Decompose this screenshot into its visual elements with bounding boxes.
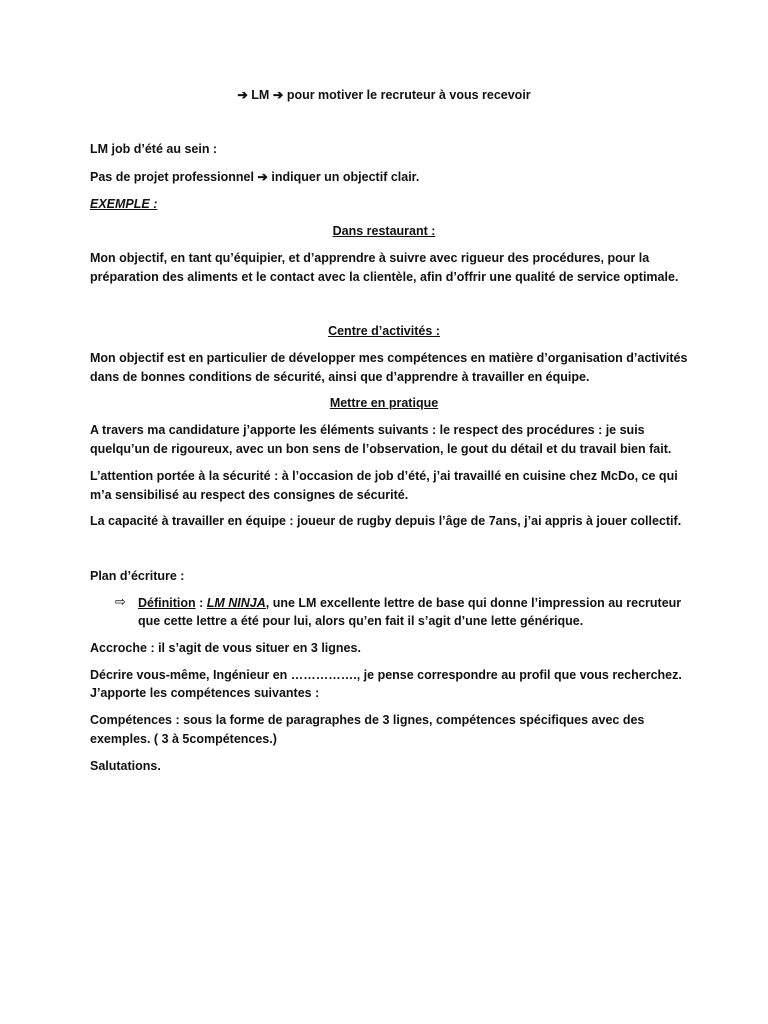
intro-line-2-pre: Pas de projet professionnel xyxy=(90,170,254,184)
restaurant-line-2: préparation des aliments et le contact avec la clientèle, afin d’offrir une qualité de service optimale. xyxy=(90,270,679,284)
pratique-p2-line-2: m’a sensibilisé au respect des consignes de sécurité. xyxy=(90,488,409,502)
definition-line-1 xyxy=(138,594,681,612)
pratique-p1-line-2: quelqu’un de rigoureux, avec un bon sens de l’observation, le gout du détail et du travail bien fait. xyxy=(90,442,672,456)
restaurant-line-1: Mon objectif, en tant qu’équipier, et d’apprendre à suivre avec rigueur des procédures, pour la xyxy=(90,251,650,265)
definition-separator: : xyxy=(195,596,207,610)
activites-heading: Centre d’activités : xyxy=(328,324,440,338)
pratique-p1-line-1: A travers ma candidature j’apporte les éléments suivants : le respect des procédures : je suis xyxy=(90,423,645,437)
definition-rest: , une LM excellente lettre de base qui donne l’impression au recruteur xyxy=(265,596,682,610)
salutations: Salutations. xyxy=(90,759,161,773)
pratique-p3: La capacité à travailler en équipe : joueur de rugby depuis l’âge de 7ans, j’ai appris à jouer collectif. xyxy=(90,514,682,528)
intro-line-2 xyxy=(90,168,419,186)
competences-line-2: exemples. ( 3 à 5compétences.) xyxy=(90,732,277,746)
pratique-heading: Mettre en pratique xyxy=(329,396,439,410)
plan-heading: Plan d’écriture : xyxy=(90,569,185,583)
intro-line-1: LM job d’été au sein : xyxy=(90,142,218,156)
title-text: pour motiver le recruteur à vous recevoir xyxy=(286,88,531,102)
activites-line-2: dans de bonnes conditions de sécurité, ainsi que d’apprendre à travailler en équipe. xyxy=(90,370,590,384)
arrow-right-icon: ➔ xyxy=(257,170,268,184)
definition-label: Définition xyxy=(138,596,196,610)
pratique-p2-line-1: L’attention portée à la sécurité : à l’occasion de job d’été, j’ai travaillé en cuisine chez McDo, ce qui xyxy=(90,469,678,483)
intro-line-2-post: indiquer un objectif clair. xyxy=(271,170,420,184)
definition-name: LM NINJA xyxy=(206,596,266,610)
activites-line-1: Mon objectif est en particulier de développer mes compétences en matière d’organisation d’activités xyxy=(90,351,688,365)
competences-line-1: Compétences : sous la forme de paragraphes de 3 lignes, compétences spécifiques avec des xyxy=(90,713,645,727)
decrire-line-1: Décrire vous-même, Ingénieur en ……………., je pense correspondre au profil que vous recherchez. xyxy=(90,668,682,682)
accroche: Accroche : il s’agit de vous situer en 3 lignes. xyxy=(90,641,361,655)
definition-line-2: que cette lettre a été pour lui, alors qu’en fait il s’agit d’une lette générique. xyxy=(138,614,584,628)
example-label: EXEMPLE : xyxy=(90,197,158,211)
page-title xyxy=(0,86,768,104)
decrire-line-2: J’apporte les compétences suivantes : xyxy=(90,686,320,700)
arrow-right-icon: ➔ xyxy=(272,88,284,102)
title-lm: LM xyxy=(251,88,270,102)
restaurant-heading: Dans restaurant : xyxy=(332,224,436,238)
arrow-right-icon: ➔ xyxy=(237,88,248,102)
arrow-outline-bullet-icon: ⇨ xyxy=(115,594,126,609)
